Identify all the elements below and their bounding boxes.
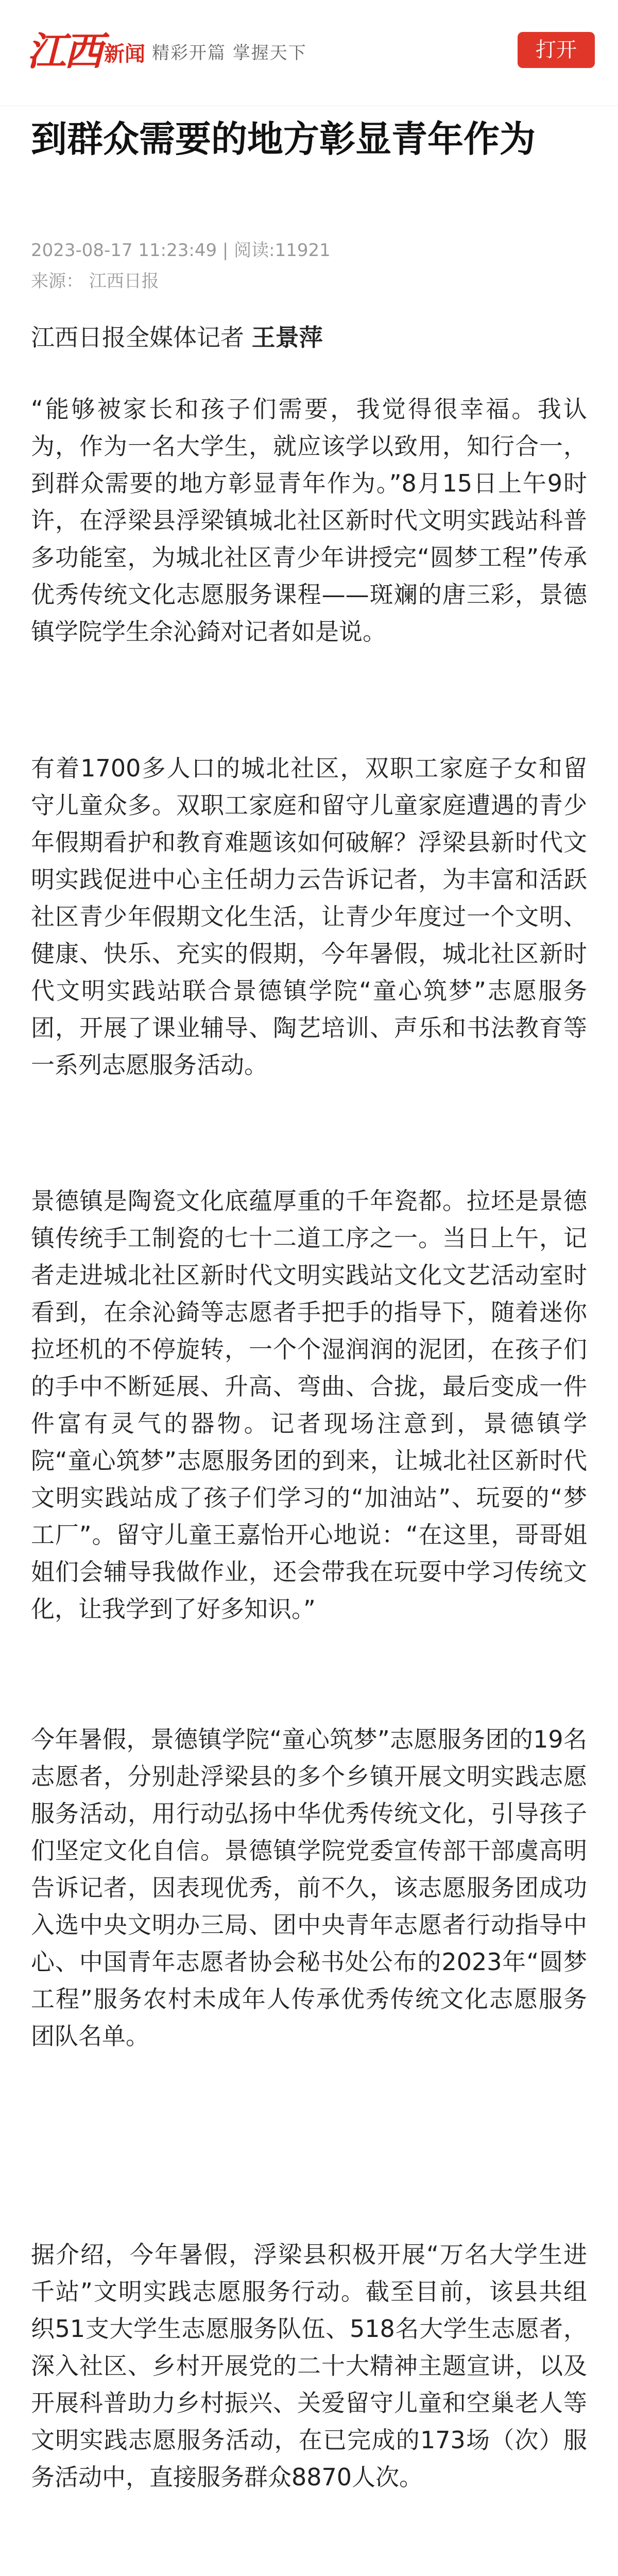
jiangxi-news-logo — [27, 28, 145, 74]
byline-prefix: 江西日报全媒体记者 — [31, 324, 244, 351]
banner-slogan: 精彩开篇 掌握天下 — [152, 43, 307, 63]
app-banner — [0, 0, 618, 106]
article-source: 来源： 江西日报 — [31, 271, 159, 292]
article-paragraph: 据介绍，今年暑假，浮梁县积极开展“万名大学生进千站”文明实践志愿服务行动。截至目前，该县共组织51支大学生志愿服务队伍、518名大学生志愿者，深入社区、乡村开展党的二十大精神主题宣讲，以及开展科普助力乡村振兴、关爱留守儿童和空巢老人等文明实践志愿服务活动，在已完成的173场（次）服务活动中，直接服务群众8870人次。 — [31, 2241, 587, 2491]
logo-mark: 江西 — [27, 28, 101, 74]
article-title: 到群众需要的地方彰显青年作为 — [31, 118, 536, 160]
article-paragraph: 今年暑假，景德镇学院“童心筑梦”志愿服务团的19名志愿者，分别赴浮梁县的多个乡镇开展文明实践志愿服务活动，用行动弘扬中华优秀传统文化，引导孩子们坚定文化自信。景德镇学院党委宣传部干部虞高明告诉记者，因表现优秀，前不久，该志愿服务团成功入选中央文明办三局、团中央青年志愿者行动指导中心、中国青年志愿者协会秘书处公布的2023年“圆梦工程”服务农村未成年人传承优秀传统文化志愿服务团队名单。 — [31, 1725, 587, 2050]
logo-subtext: 新闻 — [104, 42, 145, 66]
article-paragraph: 有着1700多人口的城北社区，双职工家庭子女和留守儿童众多。双职工家庭和留守儿童家庭遭遇的青少年假期看护和教育难题该如何破解？浮梁县新时代文明实践促进中心主任胡力云告诉记者，为丰富和活跃社区青少年假期文化生活，让青少年度过一个文明、健康、快乐、充实的假期，今年暑假，城北社区新时代文明实践站联合景德镇学院“童心筑梦”志愿服务团，开展了课业辅导、陶艺培训、声乐和书法教育等一系列志愿服务活动。 — [31, 754, 587, 1079]
byline-author: 王景萍 — [251, 324, 323, 351]
article-datetime-views: 2023-08-17 11:23:49 | 阅读:11921 — [31, 240, 331, 261]
article-paragraph: “能够被家长和孩子们需要，我觉得很幸福。我认为，作为一名大学生，就应该学以致用，知行合一，到群众需要的地方彰显青年作为。”8月15日上午9时许，在浮梁县浮梁镇城北社区新时代文明实践站科普多功能室，为城北社区青少年讲授完“圆梦工程”传承优秀传统文化志愿服务课程——斑斓的唐三彩，景德镇学院学生余沁錡对记者如是说。 — [31, 395, 587, 646]
open-app-button[interactable]: 打开 — [518, 32, 595, 68]
article-byline — [31, 319, 323, 355]
article-paragraph: 景德镇是陶瓷文化底蕴厚重的千年瓷都。拉坯是景德镇传统手工制瓷的七十二道工序之一。当日上午，记者走进城北社区新时代文明实践站文化文艺活动室时看到，在余沁錡等志愿者手把手的指导下，随着迷你拉坯机的不停旋转，一个个湿润润的泥团，在孩子们的手中不断延展、升高、弯曲、合拢，最后变成一件件富有灵气的器物。记者现场注意到，景德镇学院“童心筑梦”志愿服务团的到来，让城北社区新时代文明实践站成了孩子们学习的“加油站”、玩耍的“梦工厂”。留守儿童王嘉怡开心地说：“在这里，哥哥姐姐们会辅导我做作业，还会带我在玩耍中学习传统文化，让我学到了好多知识。” — [31, 1187, 587, 1623]
